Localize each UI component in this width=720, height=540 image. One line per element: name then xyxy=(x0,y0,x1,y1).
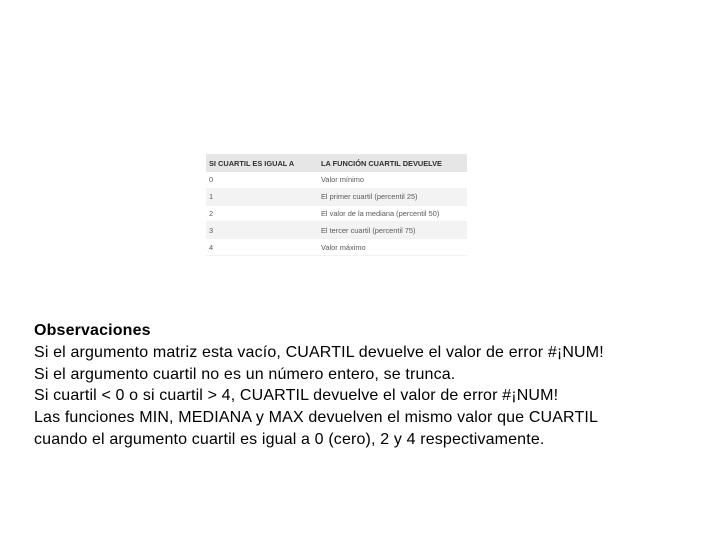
quartile-value-cell: 1 xyxy=(206,188,318,205)
quartile-value-cell: 2 xyxy=(206,205,318,222)
column-header-result: LA FUNCIÓN CUARTIL DEVUELVE xyxy=(318,154,467,172)
result-cell: El valor de la mediana (percentil 50) xyxy=(318,205,467,222)
quartile-value-cell: 4 xyxy=(206,239,318,256)
result-cell: Valor máximo xyxy=(318,239,467,256)
result-cell: Valor mínimo xyxy=(318,172,467,188)
column-header-quartile: SI CUARTIL ES IGUAL A xyxy=(206,154,318,172)
table-row xyxy=(206,239,467,256)
observation-line: Si el argumento matriz esta vacío, CUARTIL devuelve el valor de error #¡NUM! xyxy=(34,343,604,361)
result-cell: El primer cuartil (percentil 25) xyxy=(318,188,467,205)
observation-line: Si el argumento cuartil no es un número entero, se trunca. xyxy=(34,365,456,383)
table-row xyxy=(206,205,467,222)
table-row xyxy=(206,188,467,205)
observation-line: Si cuartil < 0 o si cuartil > 4, CUARTIL devuelve el valor de error #¡NUM! xyxy=(34,387,559,405)
result-cell: El tercer cuartil (percentil 75) xyxy=(318,222,467,239)
observations-section xyxy=(34,320,714,451)
table-row xyxy=(206,222,467,239)
quartile-table xyxy=(206,154,467,256)
quartile-value-cell: 0 xyxy=(206,172,318,188)
table-row xyxy=(206,172,467,188)
observation-line: Las funciones MIN, MEDIANA y MAX devuelven el mismo valor que CUARTIL xyxy=(34,409,599,427)
quartile-value-cell: 3 xyxy=(206,222,318,239)
observation-line: cuando el argumento cuartil es igual a 0 (cero), 2 y 4 respectivamente. xyxy=(34,430,545,448)
table-header-row xyxy=(206,154,467,172)
observations-heading: Observaciones xyxy=(34,322,151,339)
quartile-table-image xyxy=(206,154,467,261)
